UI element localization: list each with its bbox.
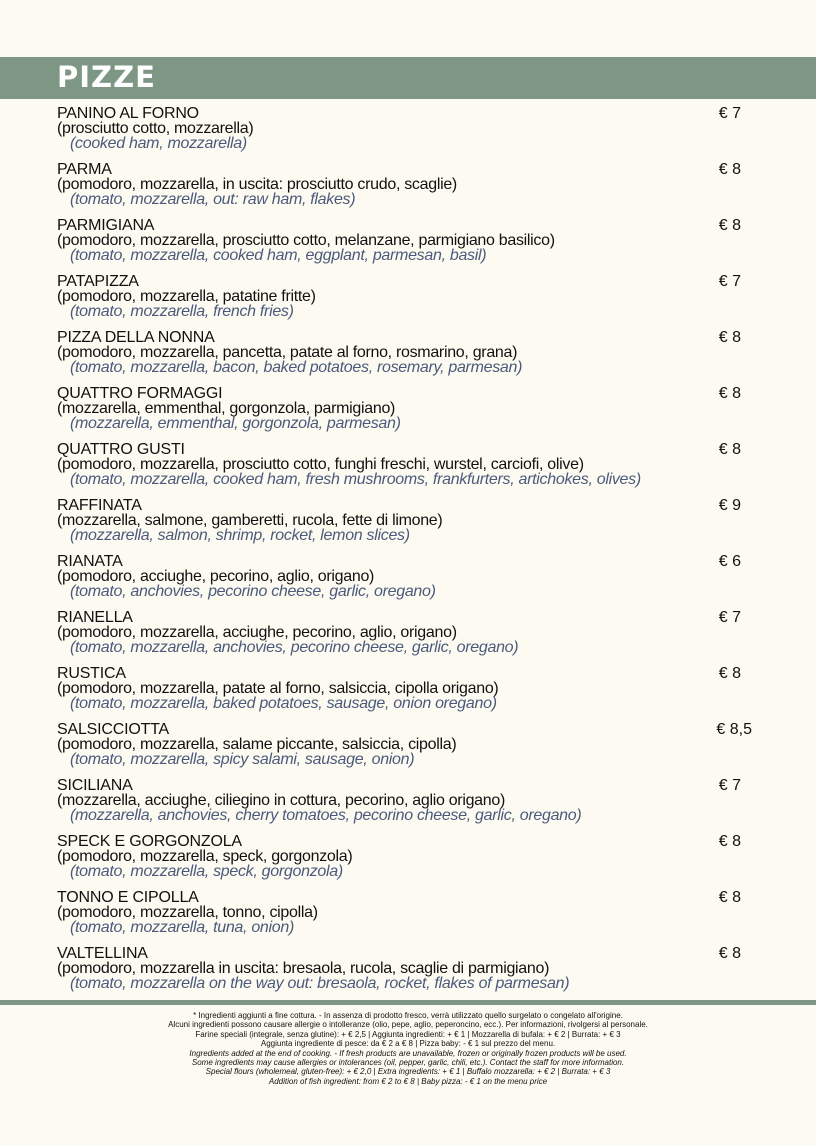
item-ingredients-it: (mozzarella, salmone, gamberetti, rucola, fette di limone) bbox=[57, 512, 443, 529]
menu-item bbox=[0, 386, 816, 442]
menu-item bbox=[0, 778, 816, 834]
menu-item bbox=[0, 834, 816, 890]
menu-item bbox=[0, 218, 816, 274]
item-ingredients-en: (mozzarella, emmenthal, gorgonzola, parmesan) bbox=[70, 415, 401, 432]
section-header-band bbox=[0, 57, 816, 99]
item-ingredients-en: (tomato, mozzarella, bacon, baked potatoes, rosemary, parmesan) bbox=[70, 359, 523, 376]
item-price: € 8,5 bbox=[716, 721, 752, 738]
menu-item bbox=[0, 722, 816, 778]
item-ingredients-en: (mozzarella, salmon, shrimp, rocket, lemon slices) bbox=[70, 527, 410, 544]
item-ingredients-en: (tomato, mozzarella, anchovies, pecorino cheese, garlic, oregano) bbox=[70, 639, 519, 656]
item-ingredients-en: (tomato, mozzarella, cooked ham, eggplant, parmesan, basil) bbox=[70, 247, 487, 264]
item-price: € 7 bbox=[718, 609, 741, 626]
item-ingredients-it: (prosciutto cotto, mozzarella) bbox=[57, 120, 254, 137]
item-ingredients-it: (pomodoro, mozzarella, pancetta, patate al forno, rosmarino, grana) bbox=[57, 344, 518, 361]
item-price: € 8 bbox=[718, 945, 741, 962]
item-name: PANINO AL FORNO bbox=[57, 105, 199, 122]
item-ingredients-it: (pomodoro, mozzarella, acciughe, pecorino, aglio, origano) bbox=[57, 624, 457, 641]
item-ingredients-en: (tomato, mozzarella, french fries) bbox=[70, 303, 294, 320]
item-ingredients-en: (tomato, mozzarella, baked potatoes, sausage, onion oregano) bbox=[70, 695, 497, 712]
item-price: € 8 bbox=[718, 161, 741, 178]
item-ingredients-it: (pomodoro, mozzarella, tonno, cipolla) bbox=[57, 904, 318, 921]
item-ingredients-en: (tomato, mozzarella on the way out: bresaola, rocket, flakes of parmesan) bbox=[70, 975, 570, 992]
item-name: PARMIGIANA bbox=[57, 217, 155, 234]
menu-item bbox=[0, 666, 816, 722]
item-ingredients-it: (mozzarella, emmenthal, gorgonzola, parmigiano) bbox=[57, 400, 396, 417]
menu-item bbox=[0, 442, 816, 498]
item-price: € 8 bbox=[718, 329, 741, 346]
item-ingredients-it: (pomodoro, mozzarella, prosciutto cotto, funghi freschi, wurstel, carciofi, olive) bbox=[57, 456, 584, 473]
item-price: € 8 bbox=[718, 889, 741, 906]
item-name: QUATTRO FORMAGGI bbox=[57, 385, 223, 402]
item-price: € 7 bbox=[718, 273, 741, 290]
item-ingredients-it: (pomodoro, mozzarella, in uscita: prosciutto crudo, scaglie) bbox=[57, 176, 457, 193]
item-ingredients-it: (pomodoro, acciughe, pecorino, aglio, origano) bbox=[57, 568, 375, 585]
footnote-line-it: Aggiunta ingrediente di pesce: da € 2 a € 8 | Pizza baby: - € 1 sul prezzo del menu. bbox=[260, 1039, 556, 1049]
item-ingredients-it: (pomodoro, mozzarella in uscita: bresaola, rucola, scaglie di parmigiano) bbox=[57, 960, 550, 977]
item-ingredients-en: (mozzarella, anchovies, cherry tomatoes, pecorino cheese, garlic, oregano) bbox=[70, 807, 582, 824]
footnote-line-en: Special flours (wholemeal, gluten-free): + € 2,0 | Extra ingredients: + € 1 | Buffalo mozzarella: + € 2 | Burrata: + € 3 bbox=[205, 1067, 611, 1077]
item-ingredients-it: (pomodoro, mozzarella, prosciutto cotto, melanzane, parmigiano basilico) bbox=[57, 232, 555, 249]
item-ingredients-en: (tomato, mozzarella, cooked ham, fresh mushrooms, frankfurters, artichokes, olives) bbox=[70, 471, 641, 488]
footer-divider bbox=[0, 1000, 816, 1005]
footnote-line-en: Ingredients added at the end of cooking. - If fresh products are unavailable, frozen or originally frozen products will be used. bbox=[189, 1048, 627, 1058]
item-price: € 8 bbox=[718, 441, 741, 458]
item-ingredients-en: (tomato, mozzarella, speck, gorgonzola) bbox=[70, 863, 343, 880]
menu-item bbox=[0, 498, 816, 554]
item-ingredients-en: (tomato, mozzarella, tuna, onion) bbox=[70, 919, 294, 936]
item-name: QUATTRO GUSTI bbox=[57, 441, 185, 458]
item-ingredients-it: (mozzarella, acciughe, ciliegino in cottura, pecorino, aglio origano) bbox=[57, 792, 505, 809]
footnote-line-en: Some ingredients may cause allergies or intolerances (oil, pepper, garlic, chili, etc.). Contact the staff for more information. bbox=[191, 1058, 625, 1068]
item-ingredients-it: (pomodoro, mozzarella, patatine fritte) bbox=[57, 288, 316, 305]
item-name: SICILIANA bbox=[57, 777, 133, 794]
item-name: RIANELLA bbox=[57, 609, 133, 626]
item-price: € 7 bbox=[718, 105, 741, 122]
footnote-line-it: Farine speciali (integrale, senza glutine): + € 2,5 | Aggiunta ingredienti: + € 1 | Mozzarella di bufala: + € 2 | Burrata: + € 3 bbox=[195, 1029, 621, 1039]
item-ingredients-en: (tomato, mozzarella, out: raw ham, flakes) bbox=[70, 191, 356, 208]
item-name: RIANATA bbox=[57, 553, 123, 570]
item-price: € 8 bbox=[718, 833, 741, 850]
footnote-line-it: * Ingredienti aggiunti a fine cottura. - In assenza di prodotto fresco, verrà utilizzato quello surgelato o congelato all'origine. bbox=[193, 1011, 623, 1020]
item-ingredients-it: (pomodoro, mozzarella, patate al forno, salsiccia, cipolla origano) bbox=[57, 680, 499, 697]
menu-item bbox=[0, 554, 816, 610]
footnote-line-it: Alcuni ingredienti possono causare allergie o intolleranze (olio, pepe, aglio, peperoncino, ecc.). Per informazioni, rivolgersi al personale. bbox=[168, 1020, 648, 1030]
section-title: PIZZE bbox=[57, 60, 156, 94]
item-ingredients-it: (pomodoro, mozzarella, speck, gorgonzola) bbox=[57, 848, 353, 865]
menu-item bbox=[0, 610, 816, 666]
menu-item bbox=[0, 890, 816, 946]
item-ingredients-en: (tomato, mozzarella, spicy salami, sausage, onion) bbox=[70, 751, 415, 768]
menu-item bbox=[0, 946, 816, 1002]
item-price: € 8 bbox=[718, 665, 741, 682]
footnotes bbox=[60, 1011, 756, 1086]
footnote-line-en: Addition of fish ingredient: from € 2 to € 8 | Baby pizza: - € 1 on the menu price bbox=[268, 1076, 548, 1086]
item-price: € 6 bbox=[718, 553, 741, 570]
item-name: PIZZA DELLA NONNA bbox=[57, 329, 215, 346]
item-name: VALTELLINA bbox=[57, 945, 148, 962]
item-name: SPECK E GORGONZOLA bbox=[57, 833, 242, 850]
menu-item bbox=[0, 106, 816, 162]
item-ingredients-en: (cooked ham, mozzarella) bbox=[70, 135, 247, 152]
item-name: PATAPIZZA bbox=[57, 273, 139, 290]
item-price: € 8 bbox=[718, 385, 741, 402]
item-name: RUSTICA bbox=[57, 665, 126, 682]
item-name: SALSICCIOTTA bbox=[57, 721, 169, 738]
item-price: € 9 bbox=[718, 497, 741, 514]
menu-item bbox=[0, 274, 816, 330]
item-price: € 8 bbox=[718, 217, 741, 234]
menu-item bbox=[0, 162, 816, 218]
menu-item bbox=[0, 330, 816, 386]
item-price: € 7 bbox=[718, 777, 741, 794]
item-ingredients-en: (tomato, anchovies, pecorino cheese, garlic, oregano) bbox=[70, 583, 436, 600]
item-name: TONNO E CIPOLLA bbox=[57, 889, 199, 906]
item-name: PARMA bbox=[57, 161, 112, 178]
item-name: RAFFINATA bbox=[57, 497, 142, 514]
item-ingredients-it: (pomodoro, mozzarella, salame piccante, salsiccia, cipolla) bbox=[57, 736, 457, 753]
